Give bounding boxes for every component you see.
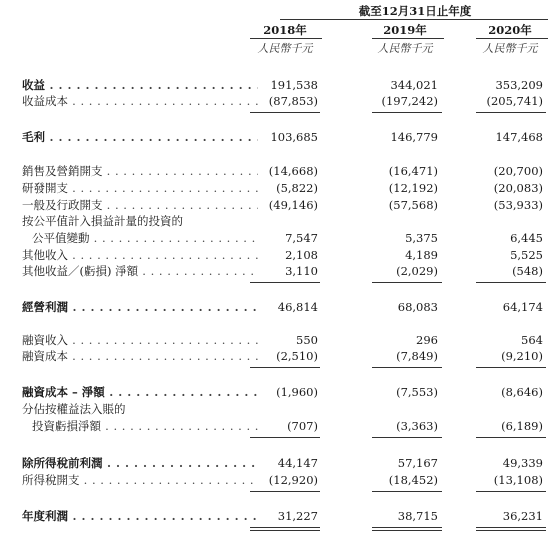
value-2019: 146,779 — [390, 130, 438, 144]
value-2018: 550 — [296, 333, 318, 347]
total-double-rule-top — [250, 527, 320, 528]
value-2018: (12,920) — [268, 473, 318, 487]
value-2018: 31,227 — [277, 509, 318, 523]
value-2018: 3,110 — [285, 264, 318, 278]
subtotal-rule — [372, 112, 442, 113]
row-cost-of-revenue — [0, 94, 554, 109]
value-2020: 5,525 — [510, 248, 543, 262]
row-net-finance-costs — [0, 385, 554, 400]
row-label: 投資虧損淨額 . . . — [32, 419, 258, 434]
value-2020: (6,189) — [501, 419, 543, 433]
value-2018: (5,822) — [276, 181, 318, 195]
row-label: 經營利潤 . . . — [22, 300, 258, 315]
row-other-income — [0, 248, 554, 263]
value-2018: 2,108 — [285, 248, 318, 262]
subtotal-rule — [250, 491, 320, 492]
row-label: 公平值變動 . . . — [32, 231, 258, 246]
subtotal-rule — [250, 282, 320, 283]
total-double-rule-top — [476, 527, 546, 528]
row-profit-for-year — [0, 509, 554, 524]
value-2019: (3,363) — [396, 419, 438, 433]
value-2020: 147,468 — [495, 130, 543, 144]
value-2018: (49,146) — [268, 198, 318, 212]
year-underline-2020 — [476, 38, 548, 39]
value-2019: (57,568) — [388, 198, 438, 212]
subtotal-rule — [372, 367, 442, 368]
row-label: 年度利潤 . . . — [22, 509, 258, 524]
row-fair-value-change — [0, 231, 554, 246]
row-label: 一般及行政開支 . . . — [22, 198, 258, 213]
value-2020: 564 — [521, 333, 543, 347]
value-2020: (548) — [512, 264, 543, 278]
value-2020: (20,700) — [493, 164, 543, 178]
row-other-gains — [0, 264, 554, 279]
subtotal-rule — [476, 112, 546, 113]
row-label: 毛利 . . . — [22, 130, 258, 145]
year-underline-2019 — [372, 38, 444, 39]
value-2018: 103,685 — [270, 130, 318, 144]
total-double-rule-bottom — [372, 530, 442, 531]
value-2020: 64,174 — [502, 300, 543, 314]
subtotal-rule — [372, 491, 442, 492]
total-double-rule-bottom — [476, 530, 546, 531]
row-operating-profit — [0, 300, 554, 315]
currency-2020: 人民幣千元 — [482, 42, 538, 55]
subtotal-rule — [372, 282, 442, 283]
value-2019: 57,167 — [397, 456, 438, 470]
row-finance-costs — [0, 349, 554, 364]
row-finance-income — [0, 333, 554, 348]
value-2018: 46,814 — [277, 300, 318, 314]
value-2020: (8,646) — [501, 385, 543, 399]
period-underline — [280, 19, 548, 20]
subtotal-rule — [250, 437, 320, 438]
value-2019: 296 — [416, 333, 438, 347]
value-2019: 68,083 — [397, 300, 438, 314]
row-investment-loss — [0, 419, 554, 434]
row-label: 研發開支 . . . — [22, 181, 258, 196]
subtotal-rule — [372, 437, 442, 438]
row-label: 收益 . . . — [22, 78, 258, 93]
row-equity-method-heading — [0, 402, 554, 417]
value-2020: (205,741) — [486, 94, 543, 108]
value-2018: (2,510) — [276, 349, 318, 363]
value-2019: (12,192) — [388, 181, 438, 195]
value-2019: (7,553) — [396, 385, 438, 399]
subtotal-rule — [476, 437, 546, 438]
row-label: 融資成本 . . . — [22, 349, 258, 364]
row-gross-profit — [0, 130, 554, 145]
subtotal-rule — [476, 282, 546, 283]
row-label: 融資成本 – 淨額 . . . — [22, 385, 258, 400]
row-label: 除所得稅前利潤 . . . — [22, 456, 258, 471]
value-2019: 4,189 — [405, 248, 438, 262]
period-title: 截至12月31日止年度 — [358, 4, 472, 18]
row-label: 融資收入 . . . — [22, 333, 258, 348]
value-2018: 7,547 — [285, 231, 318, 245]
row-profit-before-tax — [0, 456, 554, 471]
value-2020: (13,108) — [493, 473, 543, 487]
row-fvtpl-heading — [0, 214, 554, 229]
currency-2018: 人民幣千元 — [257, 42, 313, 55]
year-2018: 2018年 — [263, 23, 307, 37]
row-rnd-expenses — [0, 181, 554, 196]
total-double-rule-top — [372, 527, 442, 528]
value-2020: 49,339 — [502, 456, 543, 470]
year-2019: 2019年 — [383, 23, 427, 37]
row-label: 銷售及營銷開支 . . . — [22, 164, 258, 179]
value-2019: 5,375 — [405, 231, 438, 245]
value-2019: (16,471) — [388, 164, 438, 178]
value-2020: (53,933) — [493, 198, 543, 212]
row-income-tax — [0, 473, 554, 488]
subtotal-rule — [476, 367, 546, 368]
subtotal-rule — [250, 112, 320, 113]
row-label: 分佔按權益法入賬的 — [22, 402, 126, 416]
value-2018: (14,668) — [268, 164, 318, 178]
row-label: 所得稅開支 . . . — [22, 473, 258, 488]
row-selling-expenses — [0, 164, 554, 179]
row-label: 其他收入 . . . — [22, 248, 258, 263]
value-2018: (707) — [287, 419, 318, 433]
row-label: 其他收益／(虧損) 淨額 . . . — [22, 264, 258, 279]
value-2018: (1,960) — [276, 385, 318, 399]
subtotal-rule — [476, 491, 546, 492]
value-2019: (18,452) — [388, 473, 438, 487]
row-revenue — [0, 78, 554, 93]
value-2019: (7,849) — [396, 349, 438, 363]
currency-2019: 人民幣千元 — [377, 42, 433, 55]
value-2020: (9,210) — [501, 349, 543, 363]
value-2020: 353,209 — [495, 78, 543, 92]
value-2019: (2,029) — [396, 264, 438, 278]
subtotal-rule — [250, 367, 320, 368]
value-2020: (20,083) — [493, 181, 543, 195]
value-2020: 36,231 — [502, 509, 543, 523]
year-2020: 2020年 — [488, 23, 532, 37]
value-2018: (87,853) — [268, 94, 318, 108]
value-2020: 6,445 — [510, 231, 543, 245]
value-2019: (197,242) — [381, 94, 438, 108]
row-label: 收益成本 . . . — [22, 94, 258, 109]
value-2018: 44,147 — [277, 456, 318, 470]
row-label: 按公平值計入損益計量的投資的 — [22, 214, 183, 228]
value-2018: 191,538 — [270, 78, 318, 92]
value-2019: 344,021 — [390, 78, 438, 92]
row-admin-expenses — [0, 198, 554, 213]
year-underline-2018 — [250, 38, 322, 39]
total-double-rule-bottom — [250, 530, 320, 531]
value-2019: 38,715 — [397, 509, 438, 523]
